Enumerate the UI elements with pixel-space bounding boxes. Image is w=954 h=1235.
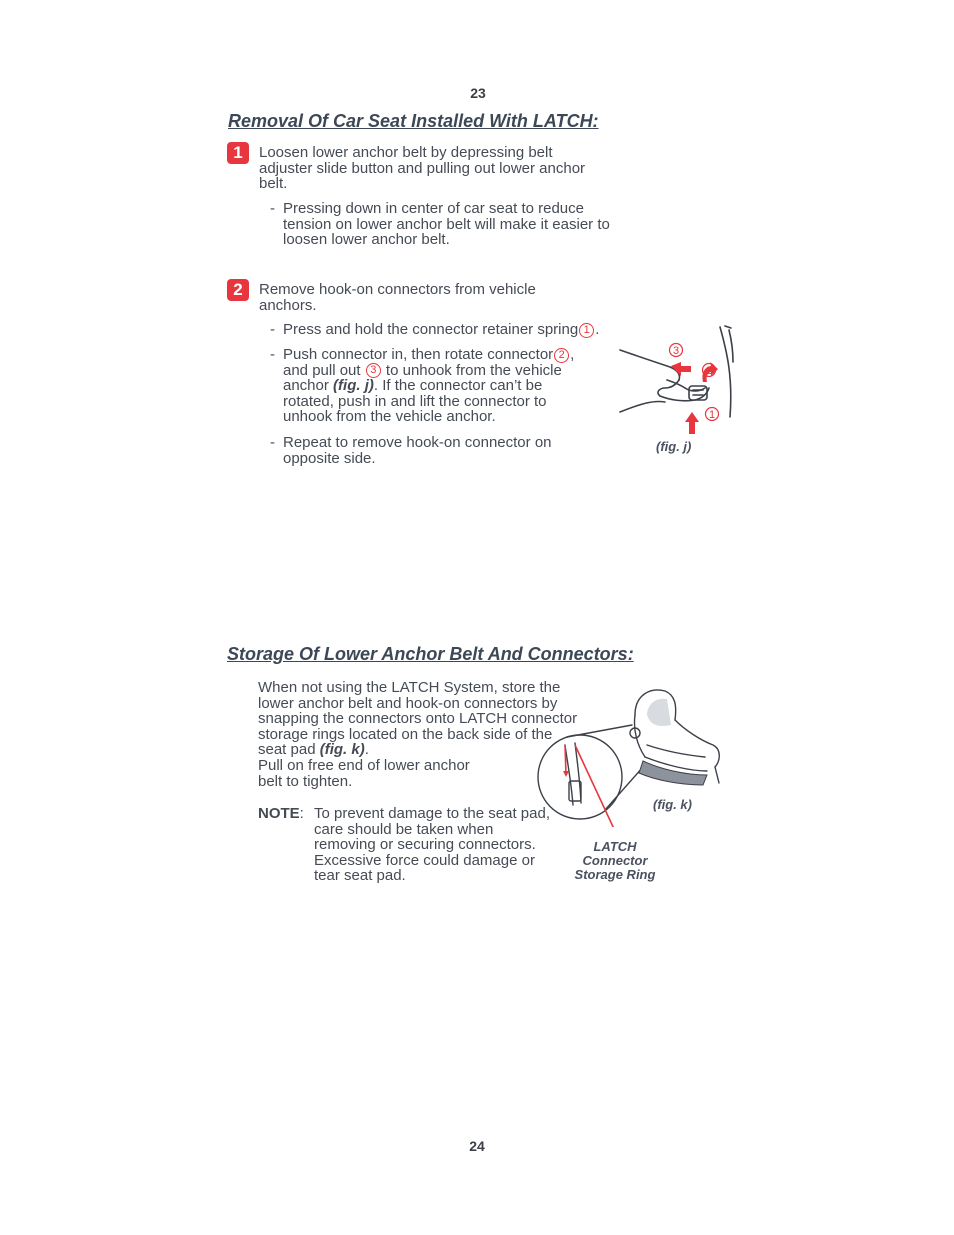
fig-j-reference: (fig. j) — [333, 377, 374, 395]
fig-j-callout-1: 1 — [708, 409, 716, 421]
fig-k-reference: (fig. k) — [319, 741, 365, 759]
step-badge-2: 2 — [227, 279, 249, 301]
dash-marker: - — [270, 321, 275, 338]
fig-j-illustration — [615, 322, 740, 437]
fig-j-callout-2: 2 — [705, 365, 713, 377]
page-number-bottom: 24 — [469, 1138, 485, 1154]
storage-tighten-text: Pull on free end of lower anchor belt to tighten. — [258, 757, 470, 790]
fig-k-caption: (fig. k) — [653, 797, 692, 812]
latch-storage-ring-label: LATCH Connector Storage Ring — [574, 839, 656, 882]
section-heading-storage: Storage Of Lower Anchor Belt And Connectors: — [227, 644, 634, 664]
dash-marker: - — [270, 346, 275, 363]
step1-bullet: Pressing down in center of car seat to reduce tension on lower anchor belt will make it easier to loosen lower anchor belt. — [283, 200, 610, 249]
callout-1-inline: 1 — [579, 323, 594, 338]
fig-k-illustration — [535, 685, 725, 827]
dash-marker: - — [270, 200, 275, 217]
section-heading-removal: Removal Of Car Seat Installed With LATCH: — [228, 111, 599, 131]
dash-marker: - — [270, 434, 275, 451]
fig-j-caption: (fig. j) — [656, 439, 692, 454]
callout-3-inline: 3 — [366, 363, 381, 378]
storage-paragraph: When not using the LATCH System, store the lower anchor belt and hook-on connectors by snapping the connectors onto LATCH connector storage rings located on the back side of the seat pad (fig. k). — [258, 679, 578, 759]
note-text: To prevent damage to the seat pad, care should be taken when removing or securing connectors. Excessive force could damage or tear seat pad. — [314, 805, 550, 885]
step-badge-1: 1 — [227, 142, 249, 164]
callout-2-inline: 2 — [554, 348, 569, 363]
step2-text: Remove hook-on connectors from vehicle anchors. — [259, 281, 536, 314]
note-label: NOTE: — [258, 805, 304, 822]
page-number-top: 23 — [470, 85, 486, 101]
fig-j-callout-3: 3 — [672, 345, 680, 357]
step2-bullet2: Push connector in, then rotate connector 2 , and pull out 3 to unhook from the vehicle anchor (fig. j). If the connector can’t be rotated, push in and lift the connector to unhook from the vehicle anchor. — [283, 346, 575, 426]
step2-bullet1: Press and hold the connector retainer spring 1 . — [283, 321, 600, 338]
step2-bullet3: Repeat to remove hook-on connector on opposite side. — [283, 434, 552, 467]
step1-text: Loosen lower anchor belt by depressing belt adjuster slide button and pulling out lower anchor belt. — [259, 144, 586, 193]
